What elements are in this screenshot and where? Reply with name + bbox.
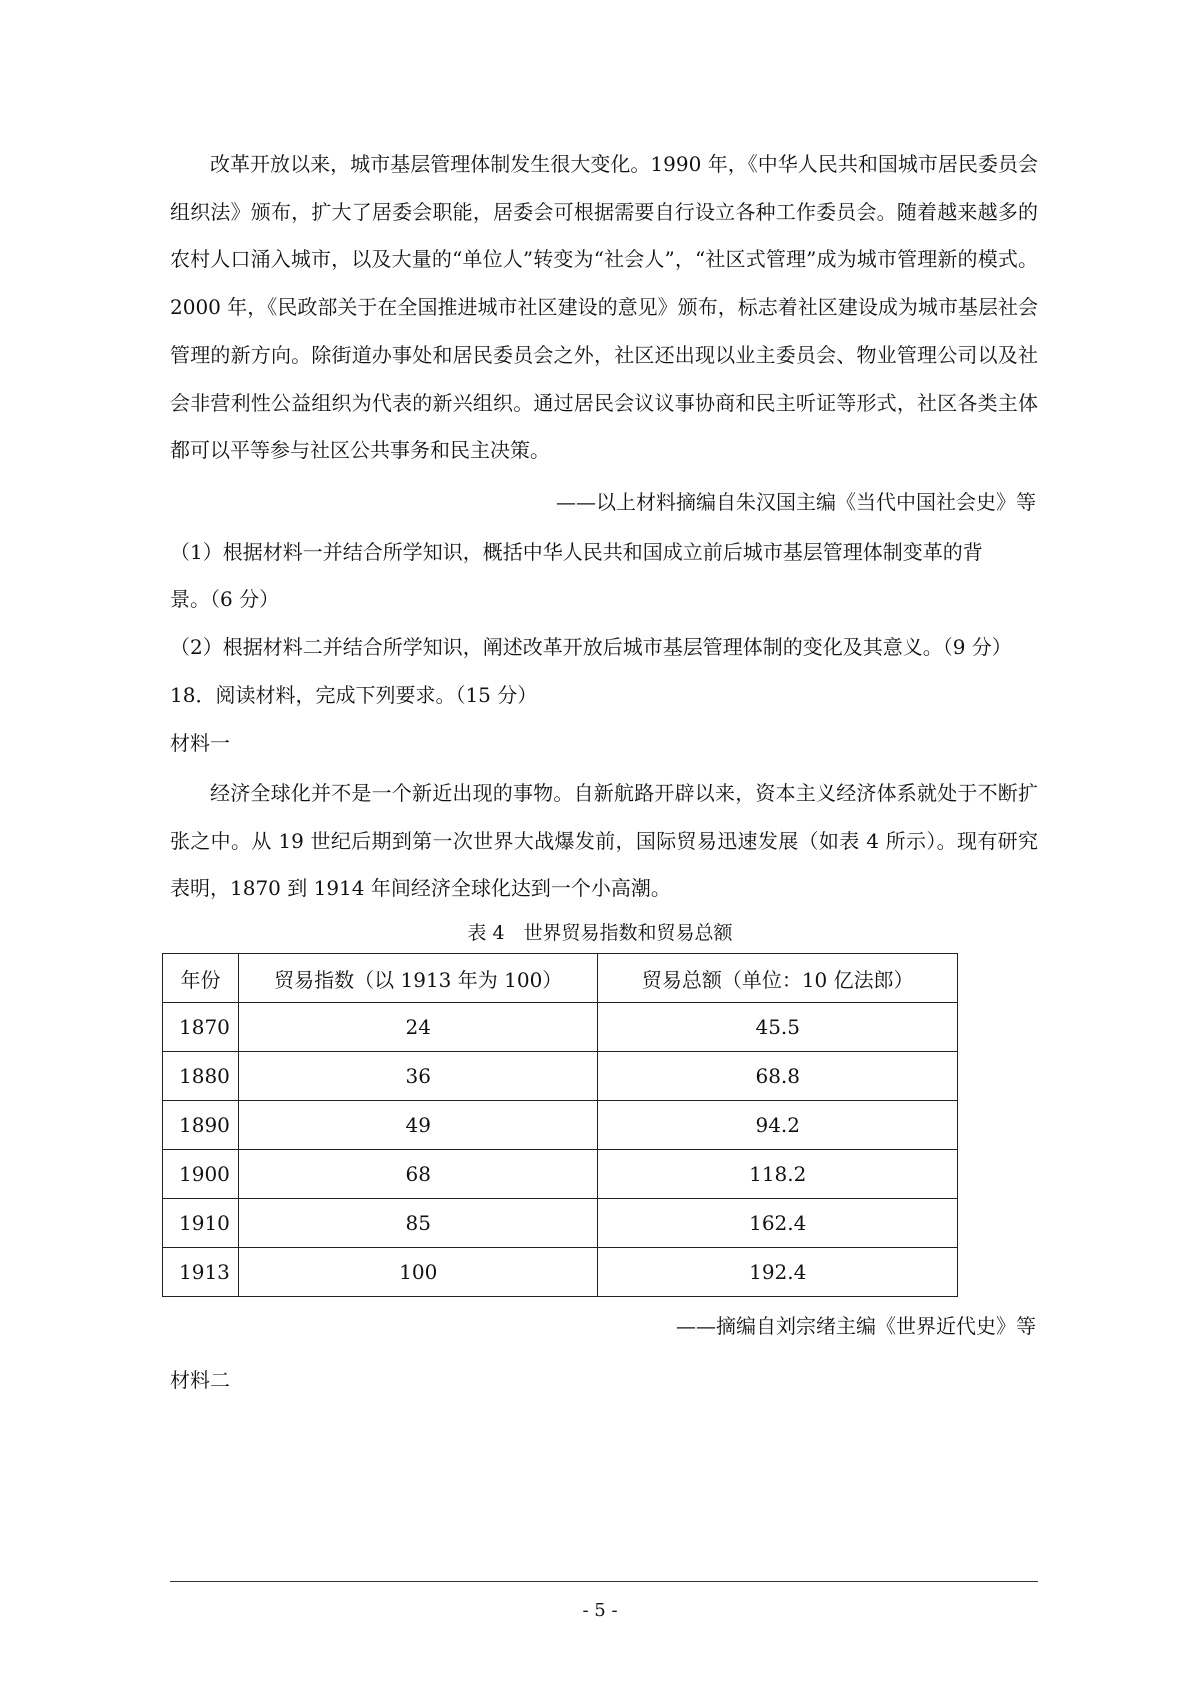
cell-trade-total: 94.2 [598, 1101, 958, 1150]
table-caption: 表 4 世界贸易指数和贸易总额 [467, 922, 733, 944]
table-row [163, 1003, 958, 1052]
trade-table [162, 953, 958, 1297]
table-row [163, 1248, 958, 1297]
question-17-1-line2: 景。（6 分） [170, 587, 280, 611]
question-17-1-line1: （1）根据材料一并结合所学知识，概括中华人民共和国成立前后城市基层管理体制变革的背 [170, 540, 983, 564]
table-row [163, 1199, 958, 1248]
question-17-2: （2）根据材料二并结合所学知识，阐述改革开放后城市基层管理体制的变化及其意义。（9 分） [170, 635, 1012, 659]
table-header-row [163, 954, 958, 1003]
page-number: - 5 - [582, 1600, 618, 1621]
table-row [163, 1150, 958, 1199]
material-one-label: 材料一 [170, 731, 230, 755]
material-two-text: 改革开放以来，城市基层管理体制发生很大变化。1990 年，《中华人民共和国城市居民委员会组织法》颁布，扩大了居委会职能，居委会可根据需要自行设立各种工作委员会。随着越来越多的农村人口涌入城市，以及大量的“单位人”转变为“社会人”，“社区式管理”成为城市管理新的模式。2000 年，《民政部关于在全国推进城市社区建设的意见》颁布，标志着社区建设成为城市基层社会管理的新方向。除街道办事处和居民委员会之外，社区还出现以业主委员会、物业管理公司以及社会非营利性公益组织为代表的新兴组织。通过居民会议议事协商和民主听证等形式，社区各类主体都可以平等参与社区公共事务和民主决策。 [170, 152, 1038, 463]
cell-trade-index: 85 [238, 1199, 598, 1248]
material-two-label: 材料二 [170, 1368, 230, 1392]
table-row [163, 1101, 958, 1150]
header-year: 年份 [163, 954, 239, 1003]
cell-trade-index: 36 [238, 1052, 598, 1101]
footer-divider [170, 1581, 1038, 1582]
cell-year: 1900 [163, 1150, 239, 1199]
cell-trade-index: 49 [238, 1101, 598, 1150]
cell-trade-total: 162.4 [598, 1199, 958, 1248]
material-one-text: 经济全球化并不是一个新近出现的事物。自新航路开辟以来，资本主义经济体系就处于不断扩张之中。从 19 世纪后期到第一次世界大战爆发前，国际贸易迅速发展（如表 4 所示）。现有研究表明，1870 到 1914 年间经济全球化达到一个小高潮。 [170, 781, 1038, 901]
cell-trade-total: 45.5 [598, 1003, 958, 1052]
cell-trade-total: 118.2 [598, 1150, 958, 1199]
table-row [163, 1052, 958, 1101]
material-one-paragraph [170, 770, 1038, 913]
question-18-heading: 18．阅读材料，完成下列要求。（15 分） [170, 683, 538, 707]
cell-year: 1910 [163, 1199, 239, 1248]
cell-trade-index: 100 [238, 1248, 598, 1297]
cell-year: 1913 [163, 1248, 239, 1297]
cell-trade-total: 192.4 [598, 1248, 958, 1297]
cell-year: 1890 [163, 1101, 239, 1150]
cell-trade-index: 68 [238, 1150, 598, 1199]
material-two-source: ——以上材料摘编自朱汉国主编《当代中国社会史》等 [556, 490, 1036, 514]
header-trade-total: 贸易总额（单位：10 亿法郎） [598, 954, 958, 1003]
cell-trade-total: 68.8 [598, 1052, 958, 1101]
header-trade-index: 贸易指数（以 1913 年为 100） [238, 954, 598, 1003]
cell-year: 1870 [163, 1003, 239, 1052]
cell-year: 1880 [163, 1052, 239, 1101]
material-two-paragraph [170, 141, 1038, 475]
table-source: ——摘编自刘宗绪主编《世界近代史》等 [676, 1314, 1036, 1338]
cell-trade-index: 24 [238, 1003, 598, 1052]
